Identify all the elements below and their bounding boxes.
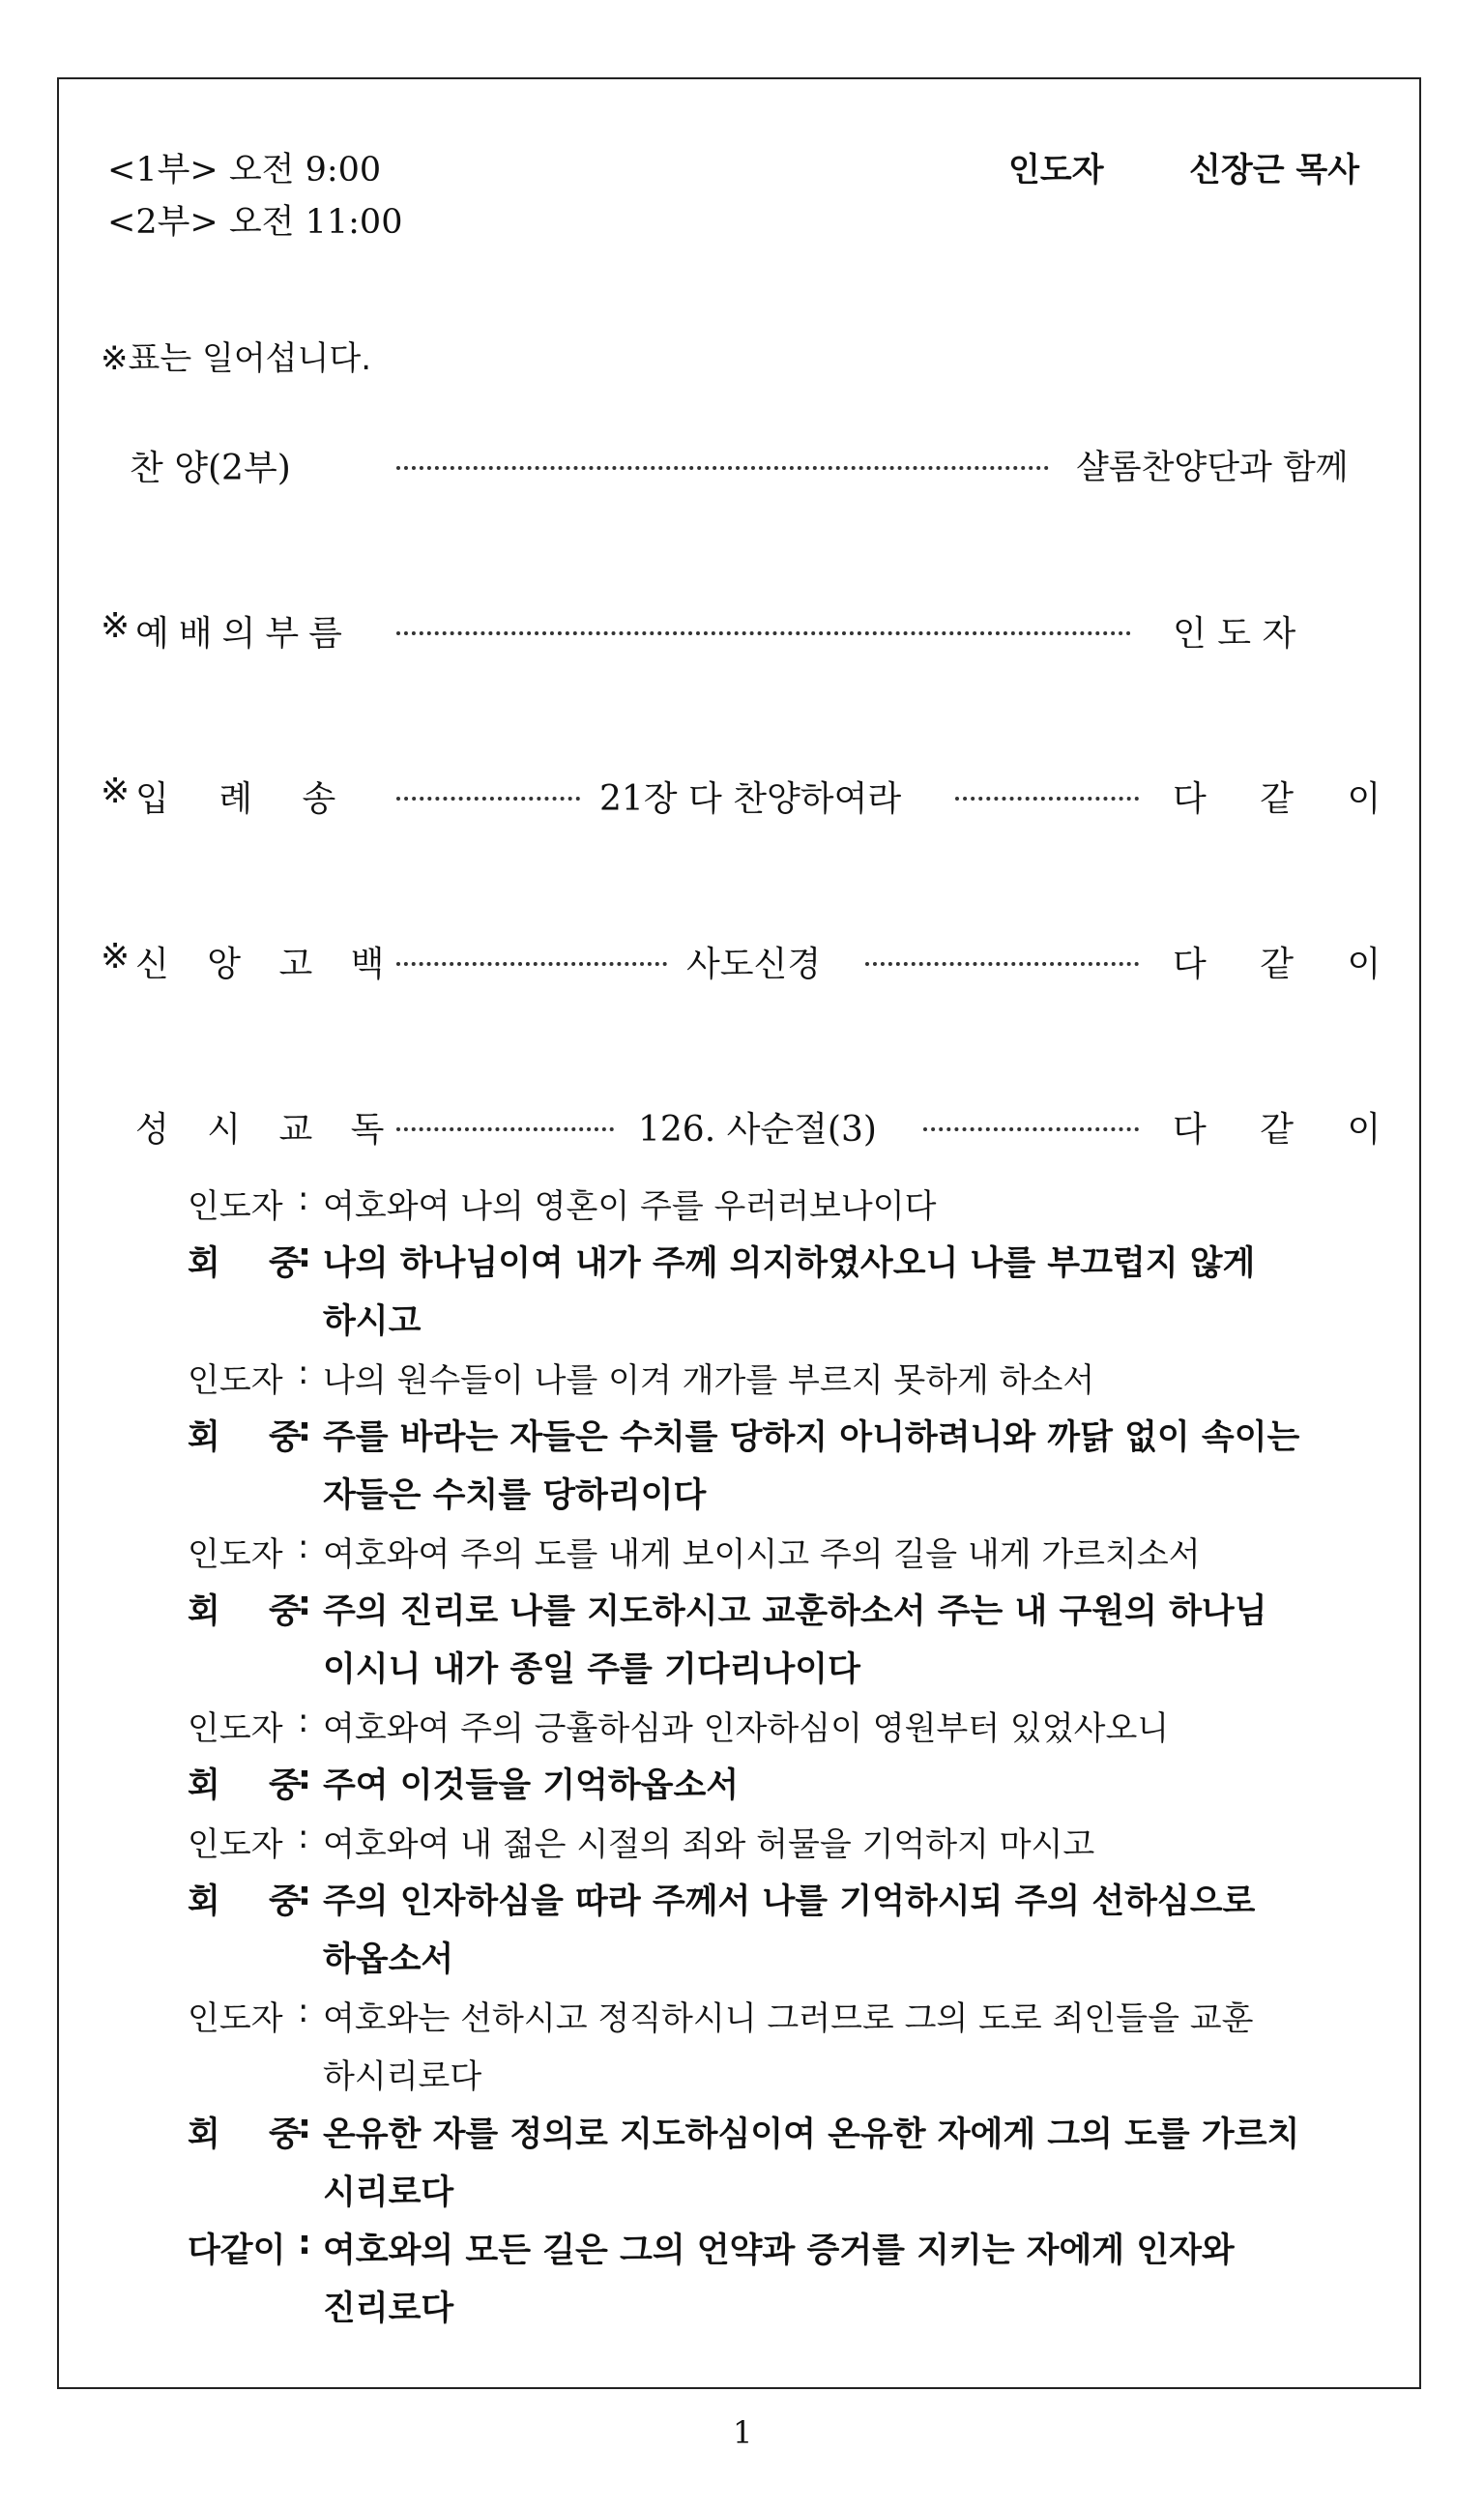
order-performer: 다 같 이 [1173, 779, 1382, 819]
reading-line: 주의 인자하심을 따라 주께서 나를 기억하시되 주의 선하심으로 [323, 1882, 1256, 1921]
reading-line: 온유한 자를 정의로 지도하심이여 온유한 자에게 그의 도를 가르치 [323, 2115, 1300, 2154]
speaker: 인도자 [188, 1361, 283, 1400]
order-mark: ※ [101, 606, 131, 646]
reading-line: 하시고 [323, 1302, 422, 1341]
speaker: 회 중 [188, 1418, 302, 1457]
speaker: 인도자 [188, 1187, 283, 1226]
speaker-colon: : [298, 1875, 311, 1913]
reading-line: 주여 이것들을 기억하옵소서 [323, 1766, 740, 1805]
leader-label: 인도자 [1008, 151, 1104, 190]
reading-line: 여호와여 내 젊은 시절의 죄와 허물을 기억하지 마시고 [323, 1825, 1095, 1864]
speaker-colon: : [298, 1818, 309, 1856]
leader-dots [396, 631, 1131, 635]
order-creed: 사도신경 [686, 945, 822, 984]
leader-dots [396, 1127, 614, 1131]
order-title: 입 례 송 [135, 779, 336, 819]
reading-line: 여호와여 주의 도를 내게 보이시고 주의 길을 내게 가르치소서 [323, 1535, 1201, 1574]
order-hymn: 21장 다 찬양하여라 [599, 779, 902, 819]
speaker: 인도자 [188, 1709, 283, 1748]
leader-dots [955, 797, 1139, 801]
order-title: 예배의부름 [135, 614, 352, 654]
order-title: 신 앙 고 백 [135, 945, 385, 984]
speaker-colon: : [298, 1411, 311, 1449]
order-performer: 인 도 자 [1173, 614, 1296, 654]
order-mark: ※ [101, 772, 131, 811]
reading-line: 이시니 내가 종일 주를 기다리나이다 [323, 1650, 860, 1689]
leader-name: 신장근 목사 [1189, 151, 1360, 190]
standing-note: ※표는 일어섭니다. [101, 339, 372, 378]
speaker-colon: : [298, 1759, 311, 1797]
leader-dots [396, 797, 580, 801]
page-border [57, 77, 1421, 2389]
leader-dots [923, 1127, 1139, 1131]
speaker: 회 중 [188, 1592, 302, 1631]
order-title: 찬 양(2부) [130, 449, 291, 488]
speaker: 인도자 [188, 1535, 283, 1574]
reading-line: 하옵소서 [323, 1940, 454, 1979]
speaker: 회 중 [188, 1766, 302, 1805]
reading-line: 주의 진리로 나를 지도하시고 교훈하소서 주는 내 구원의 하나님 [323, 1592, 1267, 1631]
order-title: 성 시 교 독 [135, 1110, 385, 1150]
speaker-colon: : [298, 1354, 309, 1392]
speaker: 회 중 [188, 1882, 302, 1921]
reading-line: 여호와는 선하시고 정직하시니 그러므로 그의 도로 죄인들을 교훈 [323, 1999, 1254, 2038]
reading-line: 나의 원수들이 나를 이겨 개가를 부르지 못하게 하소서 [323, 1361, 1095, 1400]
order-performer: 다 같 이 [1173, 945, 1382, 984]
service-time-2: <2부> 오전 11:00 [107, 203, 403, 242]
order-mark: ※ [101, 937, 131, 977]
order-performer: 샬롬찬양단과 함께 [1076, 449, 1349, 487]
reading-line: 하시리로다 [323, 2057, 482, 2096]
reading-line: 주를 바라는 자들은 수치를 당하지 아니하려니와 까닭 없이 속이는 [323, 1418, 1300, 1457]
speaker: 인도자 [188, 1825, 283, 1864]
reading-line: 여호와여 나의 영혼이 주를 우러러보나이다 [323, 1187, 937, 1226]
speaker: 회 중 [188, 1244, 302, 1283]
reading-line: 나의 하나님이여 내가 주께 의지하였사오니 나를 부끄럽지 않게 [323, 1244, 1256, 1283]
page-number: 1 [733, 2414, 753, 2451]
reading-line: 시리로다 [323, 2173, 454, 2212]
leader-dots [396, 962, 667, 966]
leader-dots [865, 962, 1139, 966]
speaker-colon: : [298, 1237, 311, 1275]
speaker-colon: : [298, 2108, 311, 2146]
speaker-colon: : [298, 1702, 309, 1740]
reading-line: 여호와여 주의 긍휼하심과 인자하심이 영원부터 있었사오니 [323, 1709, 1170, 1748]
reading-line: 여호와의 모든 길은 그의 언약과 증거를 지키는 자에게 인자와 [323, 2232, 1235, 2270]
speaker-colon: : [298, 1585, 311, 1623]
speaker: 회 중 [188, 2115, 302, 2154]
speaker-colon: : [298, 1528, 309, 1566]
reading-line: 자들은 수치를 당하리이다 [323, 1476, 707, 1515]
speaker-colon: : [298, 1180, 309, 1218]
speaker-colon: : [298, 1992, 309, 2030]
leader-dots [396, 466, 1049, 470]
reading-line: 진리로다 [323, 2290, 454, 2328]
speaker: 인도자 [188, 1999, 283, 2038]
speaker-colon: : [298, 2224, 311, 2262]
service-time-1: <1부> 오전 9:00 [107, 151, 382, 190]
order-performer: 다 같 이 [1173, 1110, 1382, 1150]
order-reading: 126. 사순절(3) [638, 1110, 877, 1150]
speaker: 다같이 [188, 2232, 286, 2270]
